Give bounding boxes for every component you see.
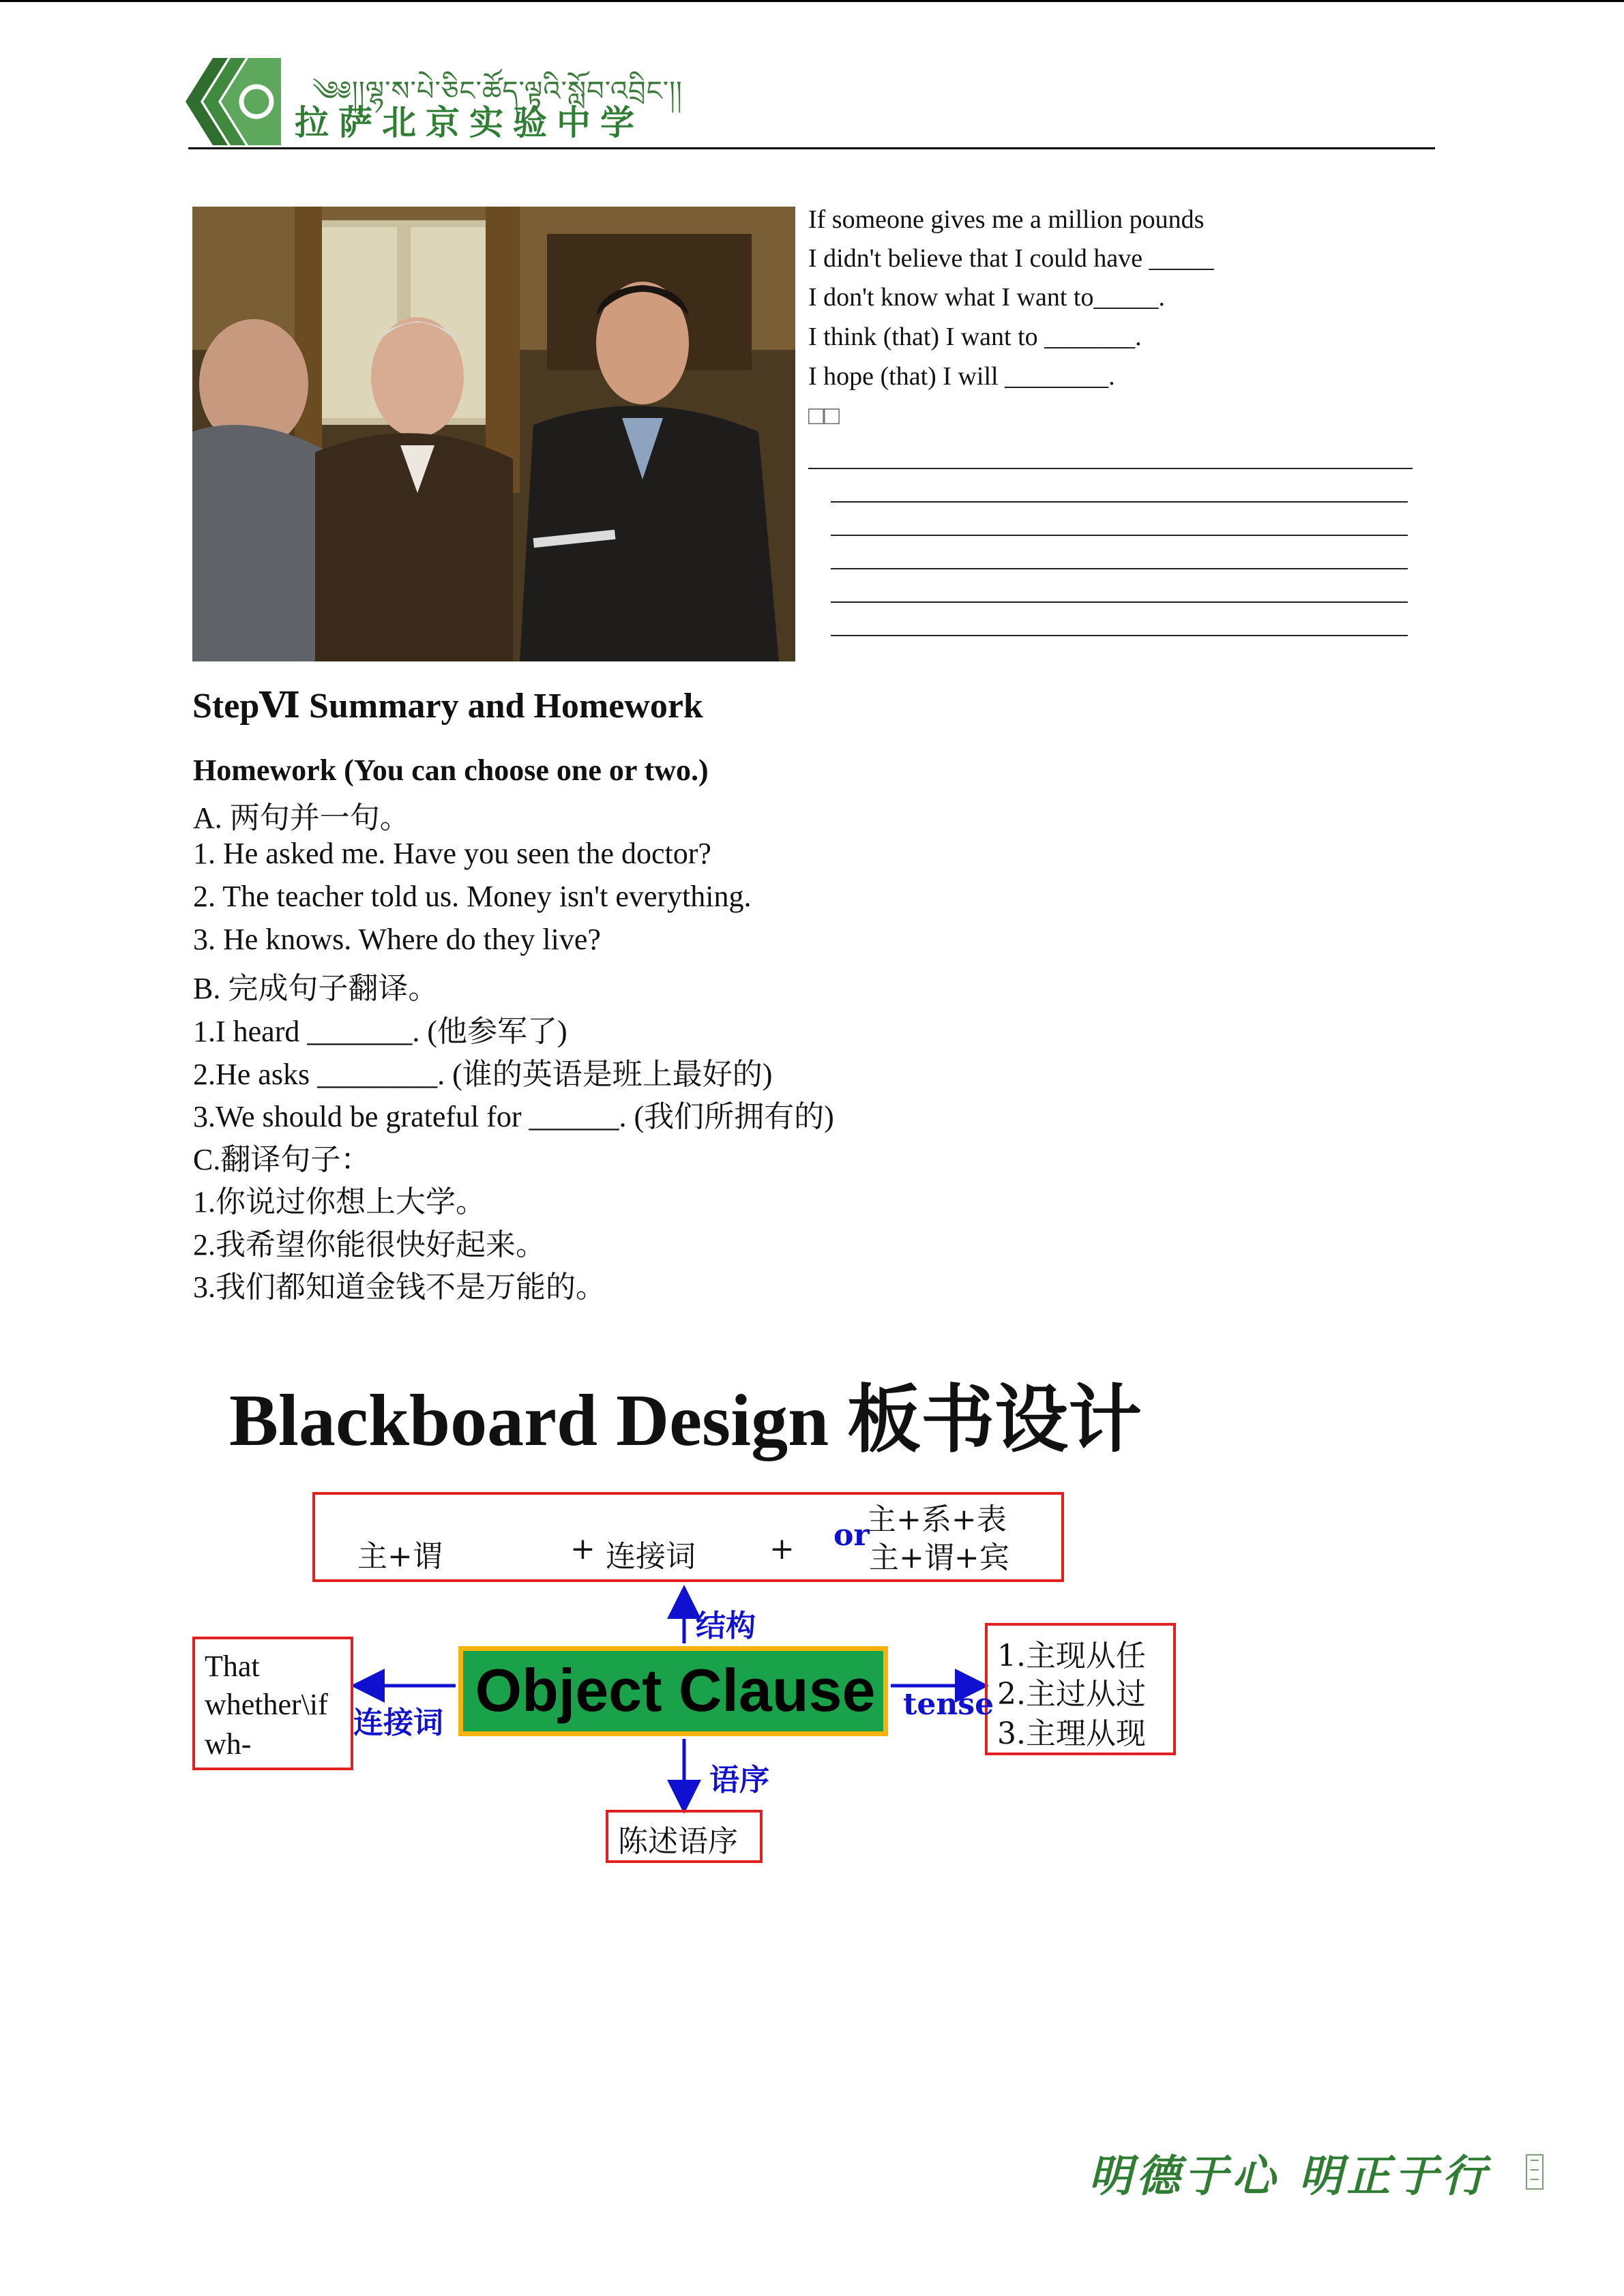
structure-or: or xyxy=(833,1518,870,1553)
school-motto: 明德于心 明正于行 xyxy=(1089,2151,1490,2202)
step-title: StepⅥ Summary and Homework xyxy=(192,687,703,726)
structure-plus-2: + xyxy=(769,1532,795,1566)
connective-wh: wh- xyxy=(205,1727,252,1761)
homework-line: 1.你说过你想上大学。 xyxy=(193,1185,486,1219)
word-order-label: 陈述语序 xyxy=(618,1824,738,1859)
connective-whether-if: whether\if xyxy=(205,1688,328,1721)
structure-option-1: 主+系+表 xyxy=(866,1502,1007,1537)
label-order: 语序 xyxy=(709,1763,769,1798)
homework-line: B. 完成句子翻译。 xyxy=(193,972,439,1005)
tense-rule-3: 3.主理从现 xyxy=(997,1716,1146,1751)
structure-plus-1: + xyxy=(570,1532,595,1566)
fill-in-line-3: I don't know what I want to_____. xyxy=(808,283,1165,312)
fill-in-line-4: I think (that) I want to _______. xyxy=(808,323,1142,351)
blackboard-title: Blackboard Design 板书设计 xyxy=(229,1380,1142,1461)
fill-in-line-5: I hope (that) I will ________. xyxy=(808,362,1115,391)
homework-line: 3.我们都知道金钱不是万能的。 xyxy=(193,1270,606,1304)
label-structure: 结构 xyxy=(696,1609,756,1643)
structure-connective: 连接词 xyxy=(606,1539,696,1574)
label-connective: 连接词 xyxy=(353,1705,443,1740)
connective-that: That xyxy=(205,1650,260,1683)
structure-option-2: 主+谓+宾 xyxy=(869,1540,1009,1575)
homework-line: 3. He knows. Where do they live? xyxy=(193,923,601,956)
homework-line: 3.We should be grateful for ______. (我们所拥有的) xyxy=(193,1100,834,1133)
structure-subject-verb: 主+谓 xyxy=(357,1539,443,1574)
fill-in-line-1: If someone gives me a million pounds xyxy=(808,205,1205,234)
homework-line: C.翻译句子： xyxy=(193,1143,371,1176)
object-clause-label: Object Clause xyxy=(475,1656,876,1724)
label-tense: tense xyxy=(903,1687,994,1722)
placeholder-boxes: □□ xyxy=(808,402,840,430)
homework-line: 1. He asked me. Have you seen the doctor? xyxy=(193,837,711,870)
tense-rule-1: 1.主现从任 xyxy=(997,1639,1146,1673)
homework-line: 1.I heard _______. (他参军了) xyxy=(193,1015,567,1048)
seal-icon xyxy=(1525,2153,1544,2190)
homework-line: 2.我希望你能很快好起来。 xyxy=(193,1228,546,1262)
homework-line: A. 两句并一句。 xyxy=(193,801,410,835)
tense-rule-2: 2.主过从过 xyxy=(997,1677,1146,1712)
homework-heading: Homework (You can choose one or two.) xyxy=(193,754,709,787)
school-name: 拉萨北京实验中学 xyxy=(295,103,644,143)
fill-in-line-2: I didn't believe that I could have _____ xyxy=(808,244,1214,273)
tibetan-school-name: ༄༅།།ལྷ་ས་པེ་ཅིང་ཚོད་ལྟའི་སློབ་འབྲིང་།། xyxy=(312,76,683,107)
homework-line: 2. The teacher told us. Money isn't everything. xyxy=(193,880,752,913)
homework-line: 2.He asks ________. (谁的英语是班上最好的) xyxy=(193,1058,773,1091)
